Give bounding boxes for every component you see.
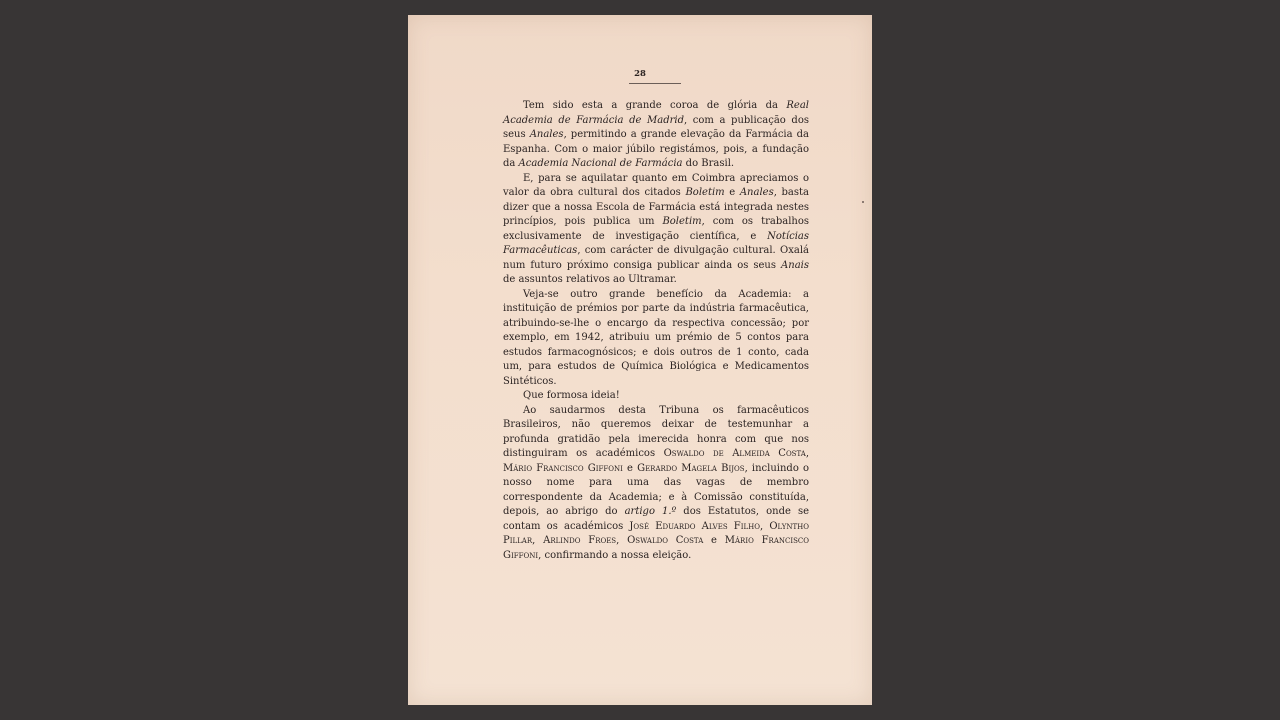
page-number: 28 bbox=[634, 69, 646, 79]
page-body-text bbox=[503, 99, 809, 563]
paragraph-4: Que formosa ideia! bbox=[523, 390, 620, 401]
paragraph-1: Tem sido esta a grande coroa de glória da Real Academia de Farmácia de Madrid, com a publicação dos seus Anales, permitindo a grande elevação da Farmácia da Espanha. Com o maior júbilo registámos, pois, a fundação da Academia Nacional de Farmácia do Brasil. bbox=[503, 100, 809, 169]
page-number-rule bbox=[629, 83, 681, 84]
paragraph-2: E, para se aquilatar quanto em Coimbra apreciamos o valor da obra cultural dos citados Boletim e Anales, basta dizer que a nossa Escola de Farmácia está integrada nestes princípios, pois publica um Boletim, com os trabalhos exclusivamente de investigação científica, e Notícias Farmacêuticas, com carácter de divulgação cultural. Oxalá num futuro próximo consiga publicar ainda os seus Anais de assuntos relativos ao Ultramar. bbox=[503, 172, 809, 285]
paragraph-3: Veja-se outro grande benefício da Academia: a instituição de prémios por parte da indústria farmacêutica, atribuindo-se-lhe o encargo da respectiva concessão; por exemplo, em 1942, atribuiu um prémio de 5 contos para estudos farmacognósicos; e dois outros de 1 conto, cada um, para estudos de Química Biológica e Medicamentos Sintéticos. bbox=[503, 288, 809, 387]
document-page bbox=[408, 15, 872, 705]
paragraph-5: Ao saudarmos desta Tribuna os farmacêuticos Brasileiros, não queremos deixar de testemunhar a profunda gratidão pela imerecida honra com que nos distinguiram os académicos Oswaldo de Almeida Costa, Mário Francisco Giffoni e Gerardo Magela Bijos, incluindo o nosso nome para uma das vagas de membro correspondente da Academia; e à Comissão constituída, depois, ao abrigo do artigo 1.º dos Estatutos, onde se contam os académicos José Eduardo Alves Filho, Olyntho Pillar, Arlindo Froes, Oswaldo Costa e Mário Francisco Giffoni, confirmando a nossa eleição. bbox=[503, 404, 810, 561]
paper-speck bbox=[862, 201, 864, 203]
